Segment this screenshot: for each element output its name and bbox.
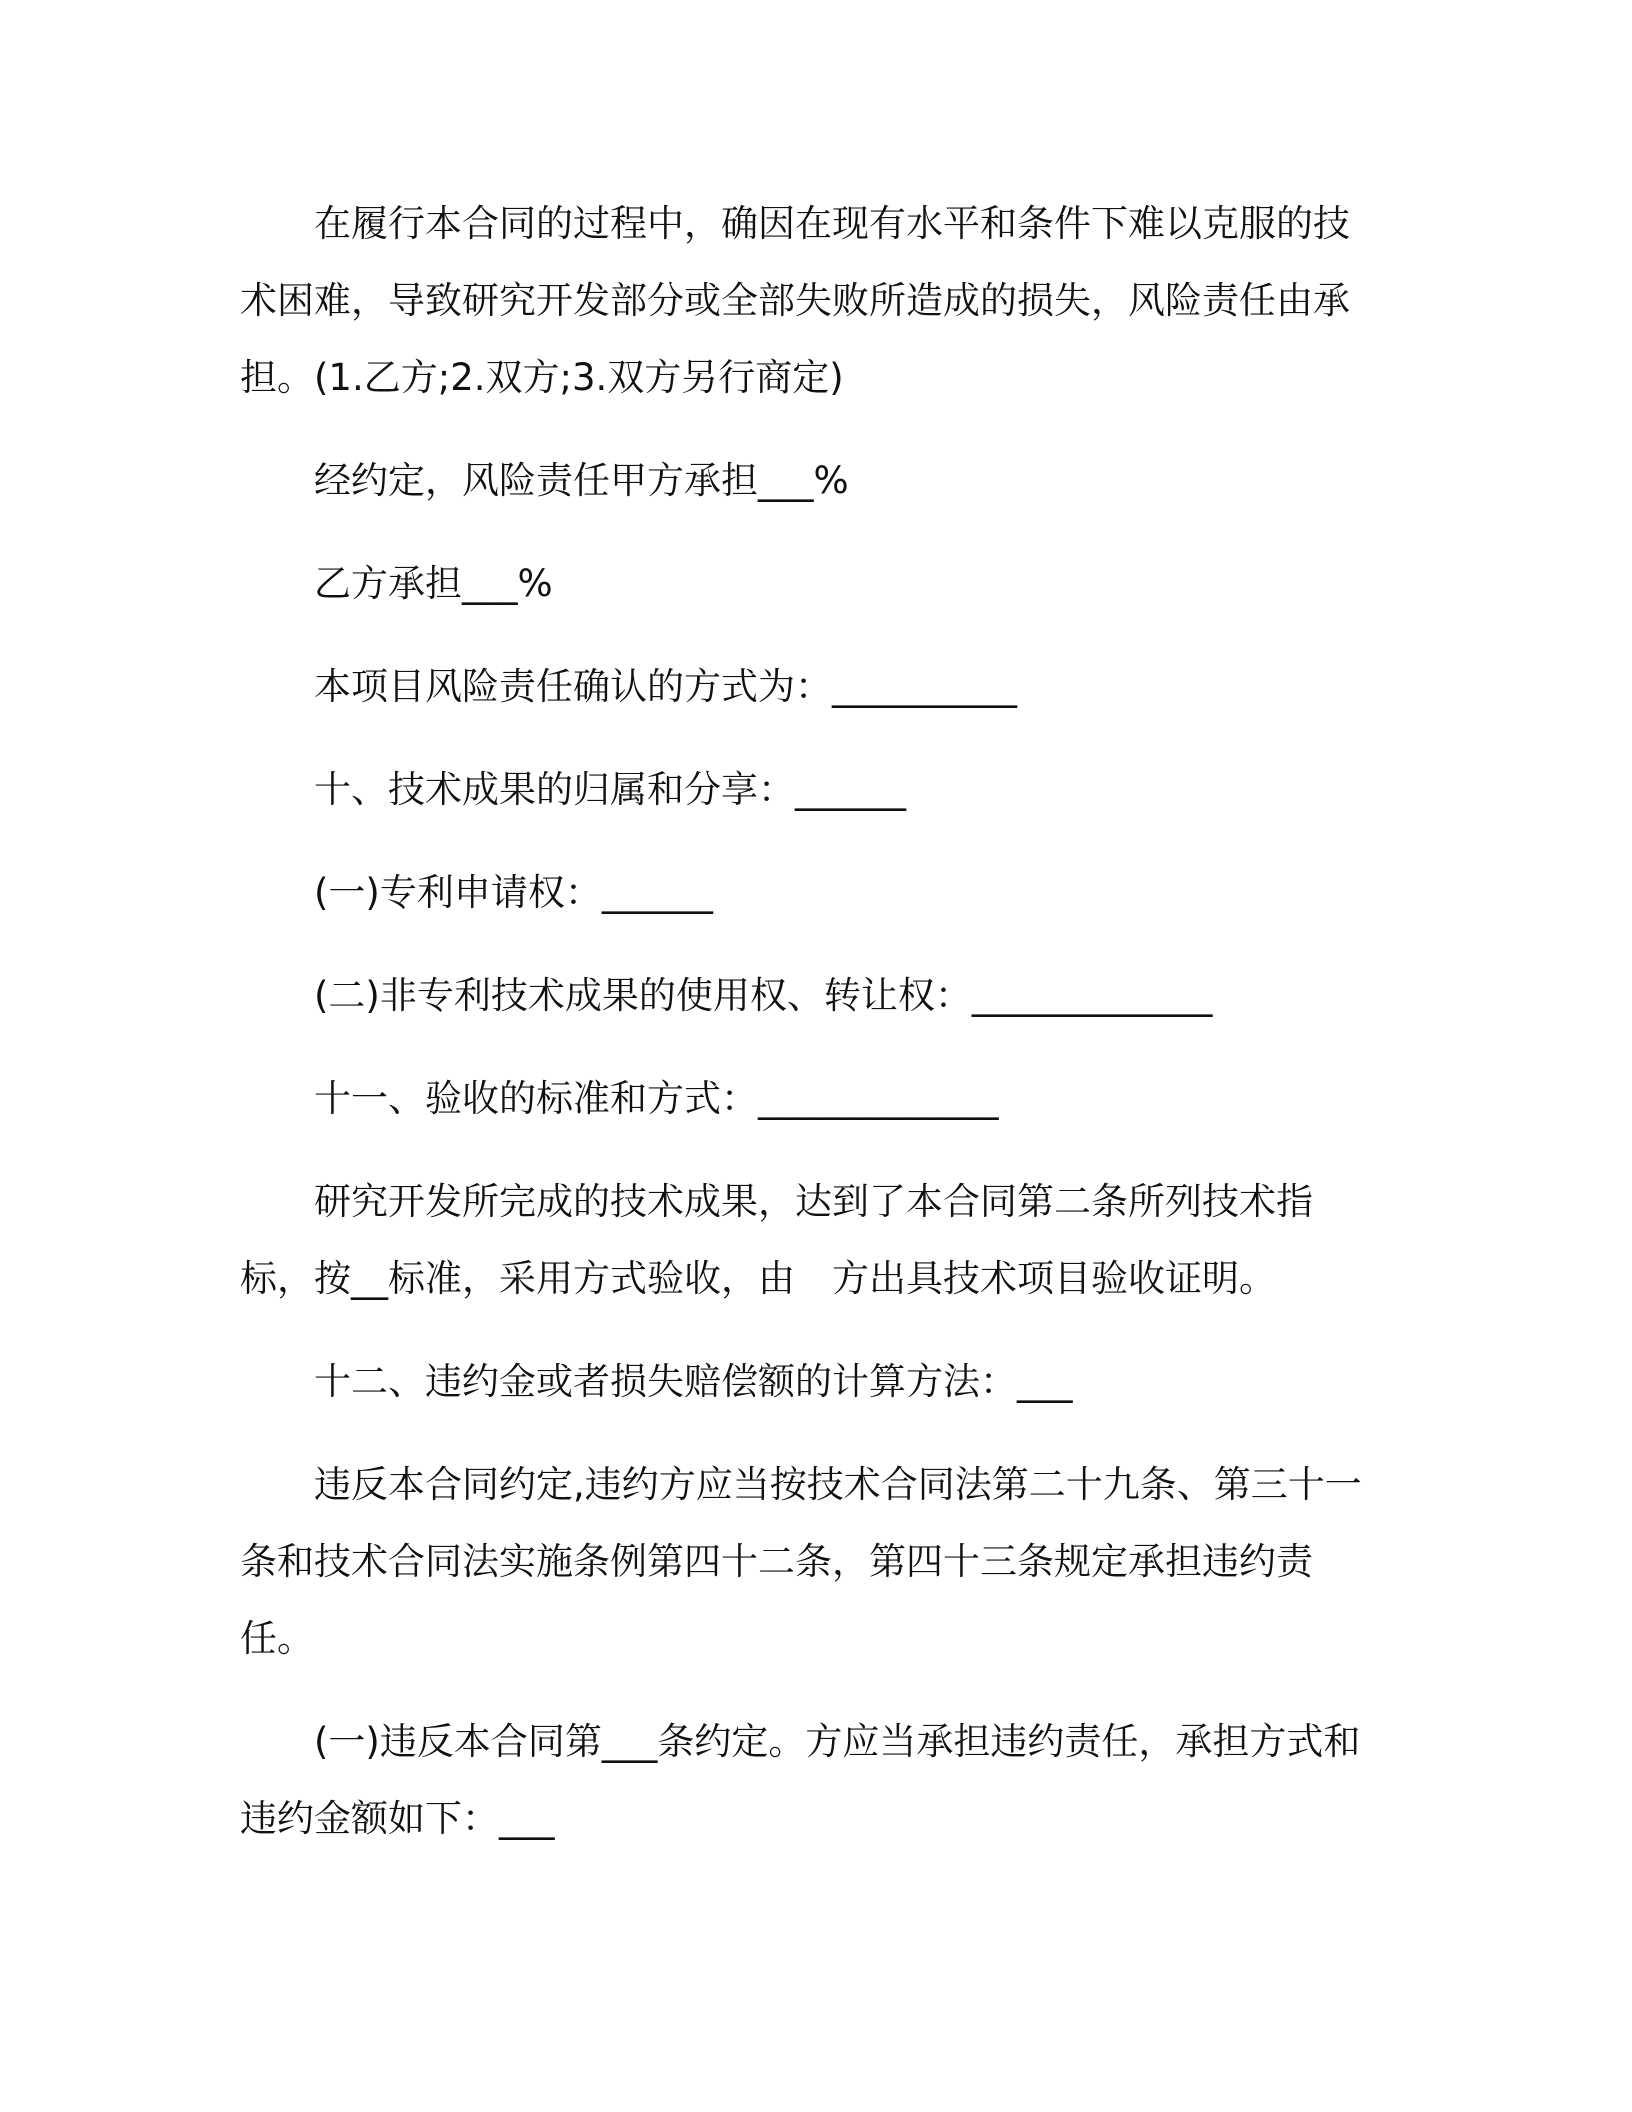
paragraph-non-patent-right: (二)非专利技术成果的使用权、转让权：_____________ xyxy=(314,974,1213,1017)
section-heading-11: 十一、验收的标准和方式：_____________ xyxy=(314,1077,999,1120)
paragraph-party-a-share: 经约定，风险责任甲方承担___% xyxy=(314,459,849,502)
paragraph-breach-law: 违反本合同约定,违约方应当按技术合同法第二十九条、第三十一条和技术合同法实施条例第四十二条，第四十三条规定承担违约责任。 xyxy=(240,1463,1362,1660)
paragraph-patent-right: (一)专利申请权：______ xyxy=(314,871,713,914)
paragraph-risk-confirmation: 本项目风险责任确认的方式为：__________ xyxy=(314,665,1017,708)
paragraph-risk-liability: 在履行本合同的过程中，确因在现有水平和条件下难以克服的技术困难，导致研究开发部分或全部失败所造成的损失，风险责任由承担。(1.乙方;2.双方;3.双方另行商定) xyxy=(240,202,1350,399)
paragraph-acceptance: 研究开发所完成的技术成果，达到了本合同第二条所列技术指标，按__标准，采用方式验收，由 方出具技术项目验收证明。 xyxy=(240,1180,1313,1300)
paragraph-party-b-share: 乙方承担___% xyxy=(314,562,553,605)
paragraph-breach-clause-1: (一)违反本合同第___条约定。方应当承担违约责任，承担方式和违约金额如下：___ xyxy=(240,1720,1361,1840)
section-heading-12: 十二、违约金或者损失赔偿额的计算方法：___ xyxy=(314,1360,1073,1403)
document-page xyxy=(240,185,1380,1857)
section-heading-10: 十、技术成果的归属和分享：______ xyxy=(314,768,906,811)
